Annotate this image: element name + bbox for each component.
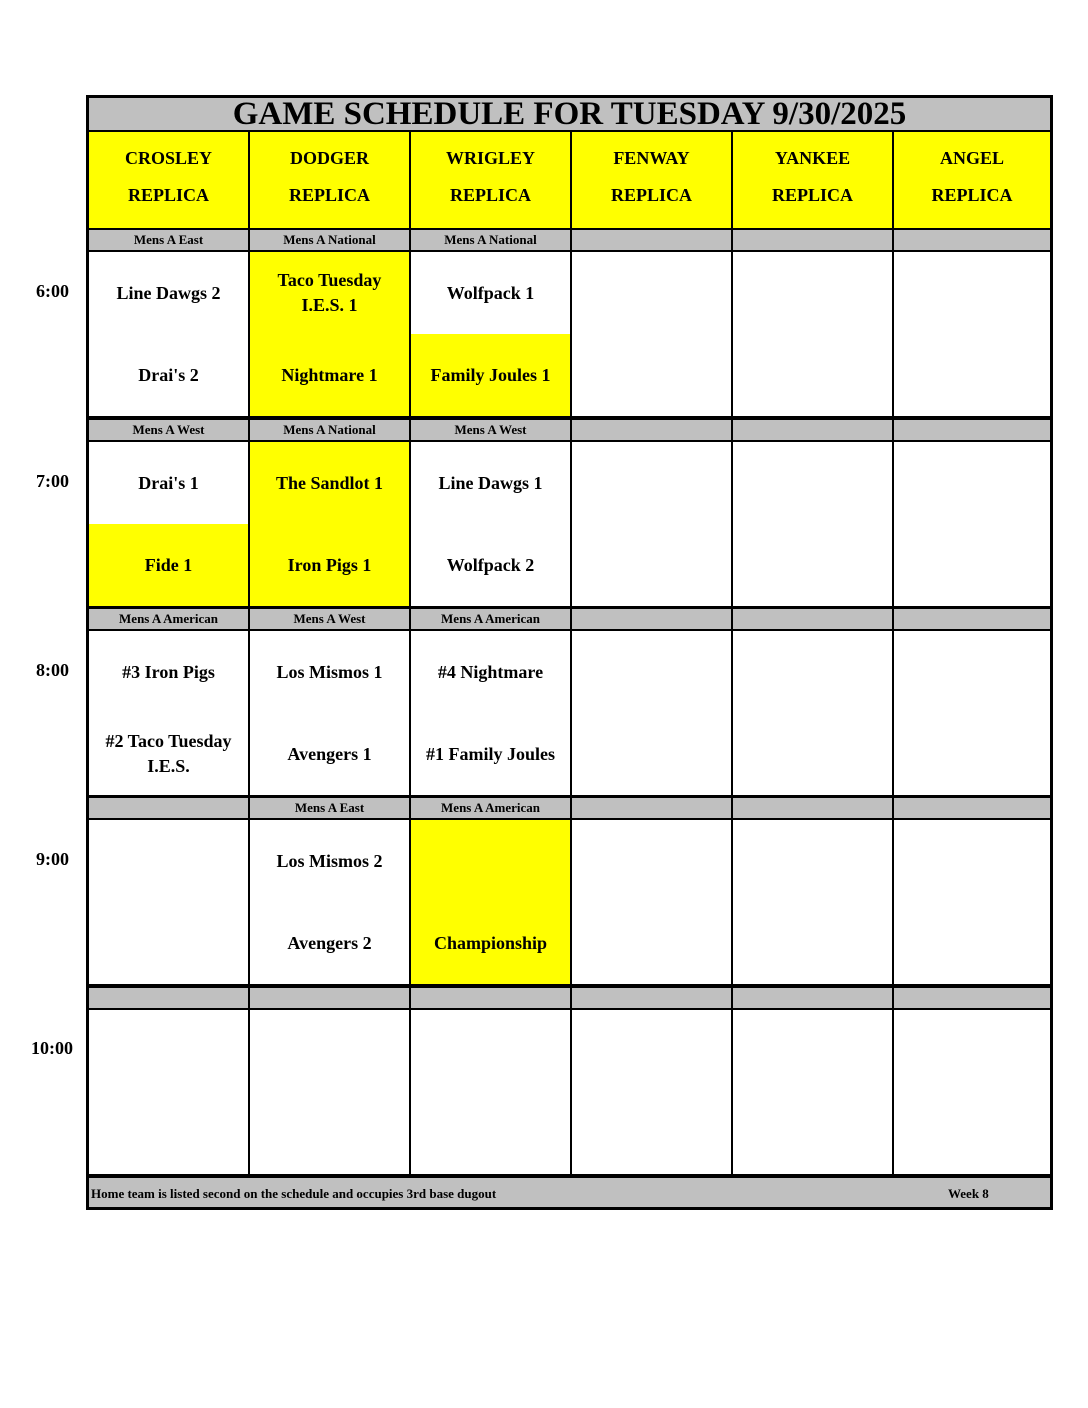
- game-slot: [572, 820, 731, 984]
- division-label: Mens A National: [411, 230, 570, 250]
- home-team: Championship: [433, 932, 548, 953]
- away-team: [89, 820, 248, 902]
- game-slot: [250, 1010, 409, 1174]
- away-team: [894, 1010, 1050, 1092]
- venue-subtitle: REPLICA: [449, 185, 531, 205]
- venue-subtitle: REPLICA: [127, 185, 209, 205]
- away-team: Drai's 1: [138, 472, 199, 493]
- away-team: The Sandlot 1: [275, 472, 384, 493]
- home-team: Avengers 1: [287, 743, 372, 764]
- away-team: [894, 820, 1050, 902]
- time-label: 9:00: [36, 849, 69, 869]
- away-team: [894, 442, 1050, 524]
- home-team: [572, 902, 731, 984]
- game-slot: [89, 252, 248, 416]
- division-label: [572, 798, 731, 818]
- division-label: [89, 798, 248, 818]
- venue-name: DODGER: [289, 148, 369, 168]
- away-team: #4 Nightmare: [437, 661, 544, 682]
- away-team: [733, 631, 892, 713]
- venue-name: WRIGLEY: [445, 148, 535, 168]
- schedule-table: [86, 95, 1053, 1210]
- home-team: [411, 1092, 570, 1174]
- game-slot: [894, 442, 1050, 606]
- game-slot: [250, 252, 409, 416]
- game-slot: [572, 631, 731, 795]
- away-team: [411, 1010, 570, 1092]
- away-team: [250, 1010, 409, 1092]
- division-label: [411, 988, 570, 1008]
- time-label: 8:00: [36, 660, 69, 680]
- away-team: [572, 820, 731, 902]
- home-team: [733, 524, 892, 606]
- away-team: Line Dawgs 1: [438, 472, 543, 493]
- division-label: Mens A East: [89, 230, 248, 250]
- away-team: Line Dawgs 2: [116, 282, 221, 303]
- game-slot: [250, 442, 409, 606]
- home-team: Nightmare 1: [281, 364, 378, 385]
- division-label: [572, 609, 731, 629]
- schedule-footer: [89, 1178, 1050, 1207]
- division-label: Mens A American: [89, 609, 248, 629]
- division-label: [894, 609, 1050, 629]
- away-team: [733, 442, 892, 524]
- venue-subtitle: REPLICA: [610, 185, 692, 205]
- home-team: Family Joules 1: [411, 334, 570, 416]
- division-label: [733, 609, 892, 629]
- away-team: [89, 1010, 248, 1092]
- division-label: [733, 420, 892, 440]
- venue-name: YANKEE: [774, 148, 851, 168]
- time-label: 6:00: [36, 281, 69, 301]
- venue-header-yankee: [733, 132, 892, 228]
- game-slot: [733, 820, 892, 984]
- home-team: #1 Family Joules: [426, 743, 555, 764]
- away-team: #3 Iron Pigs: [122, 661, 215, 682]
- away-team: [894, 631, 1050, 713]
- game-slot: [572, 442, 731, 606]
- home-team: Drai's 2: [138, 364, 199, 385]
- venue-name: ANGEL: [939, 148, 1004, 168]
- home-team: [894, 1092, 1050, 1174]
- away-team: Los Mismos 2: [276, 850, 383, 871]
- venue-subtitle: REPLICA: [931, 185, 1013, 205]
- game-slot: [411, 820, 570, 984]
- home-team: [894, 524, 1050, 606]
- home-team: [572, 713, 731, 795]
- time-label: 7:00: [36, 471, 69, 491]
- division-label: Mens A American: [411, 798, 570, 818]
- home-team: [733, 1092, 892, 1174]
- division-label: Mens A West: [89, 420, 248, 440]
- home-team: [733, 902, 892, 984]
- division-label: [894, 230, 1050, 250]
- division-label: Mens A National: [250, 420, 409, 440]
- game-slot: [733, 1010, 892, 1174]
- game-slot: [89, 631, 248, 795]
- division-label: [572, 230, 731, 250]
- game-slot: [894, 1010, 1050, 1174]
- game-slot: [89, 820, 248, 984]
- home-team: Iron Pigs 1: [287, 554, 372, 575]
- game-slot: [411, 252, 570, 416]
- division-label: Mens A West: [411, 420, 570, 440]
- home-team: [894, 334, 1050, 416]
- game-slot: [733, 252, 892, 416]
- home-team: [89, 1092, 248, 1174]
- away-team: [572, 631, 731, 713]
- division-label: Mens A National: [250, 230, 409, 250]
- home-team: #2 Taco Tuesday I.E.S.: [105, 731, 232, 776]
- game-slot: [733, 442, 892, 606]
- game-slot: [894, 252, 1050, 416]
- away-team: [733, 1010, 892, 1092]
- venue-name: FENWAY: [613, 148, 690, 168]
- game-slot: [411, 442, 570, 606]
- home-team: [733, 334, 892, 416]
- game-slot: [733, 631, 892, 795]
- division-label: [733, 988, 892, 1008]
- division-label: [572, 420, 731, 440]
- schedule-title: GAME SCHEDULE FOR TUESDAY 9/30/2025: [89, 98, 1050, 130]
- game-slot: [894, 820, 1050, 984]
- home-team: Wolfpack 2: [446, 554, 535, 575]
- away-team: Los Mismos 1: [276, 661, 383, 682]
- division-label: Mens A West: [250, 609, 409, 629]
- home-team: Fide 1: [89, 524, 248, 606]
- venue-name: CROSLEY: [124, 148, 213, 168]
- home-team: [894, 902, 1050, 984]
- division-label: [250, 988, 409, 1008]
- division-label: [89, 988, 248, 1008]
- time-label: 10:00: [31, 1038, 73, 1058]
- away-team: [572, 442, 731, 524]
- venue-header-dodger: [250, 132, 409, 228]
- game-slot: [89, 442, 248, 606]
- home-team: [572, 334, 731, 416]
- division-label: Mens A East: [250, 798, 409, 818]
- away-team: [894, 252, 1050, 334]
- home-team: [572, 524, 731, 606]
- away-team: Taco Tuesday I.E.S. 1: [277, 270, 382, 315]
- division-label: [572, 988, 731, 1008]
- away-team: [572, 1010, 731, 1092]
- game-slot: [89, 1010, 248, 1174]
- away-team: [733, 820, 892, 902]
- game-slot: [411, 1010, 570, 1174]
- away-team: [411, 820, 570, 902]
- division-label: [733, 230, 892, 250]
- venue-header-angel: [894, 132, 1050, 228]
- venue-header-wrigley: [411, 132, 570, 228]
- division-label: [894, 988, 1050, 1008]
- game-slot: [572, 1010, 731, 1174]
- game-slot: [572, 252, 731, 416]
- away-team: [733, 252, 892, 334]
- game-slot: [250, 631, 409, 795]
- division-label: Mens A American: [411, 609, 570, 629]
- venue-header-fenway: [572, 132, 731, 228]
- home-team: [572, 1092, 731, 1174]
- home-team: [250, 1092, 409, 1174]
- home-team: Avengers 2: [287, 932, 372, 953]
- home-team: [894, 713, 1050, 795]
- venue-subtitle: REPLICA: [288, 185, 370, 205]
- venue-subtitle: REPLICA: [771, 185, 853, 205]
- footer-note: Home team is listed second on the schedule and occupies 3rd base dugout: [91, 1186, 497, 1201]
- game-slot: [411, 631, 570, 795]
- division-label: [894, 420, 1050, 440]
- division-label: [894, 798, 1050, 818]
- away-team: [572, 252, 731, 334]
- division-label: [733, 798, 892, 818]
- week-label: Week 8: [948, 1186, 989, 1201]
- away-team: Wolfpack 1: [446, 282, 535, 303]
- home-team: [733, 713, 892, 795]
- home-team: [89, 902, 248, 984]
- game-slot: [250, 820, 409, 984]
- venue-header-crosley: [89, 132, 248, 228]
- game-slot: [894, 631, 1050, 795]
